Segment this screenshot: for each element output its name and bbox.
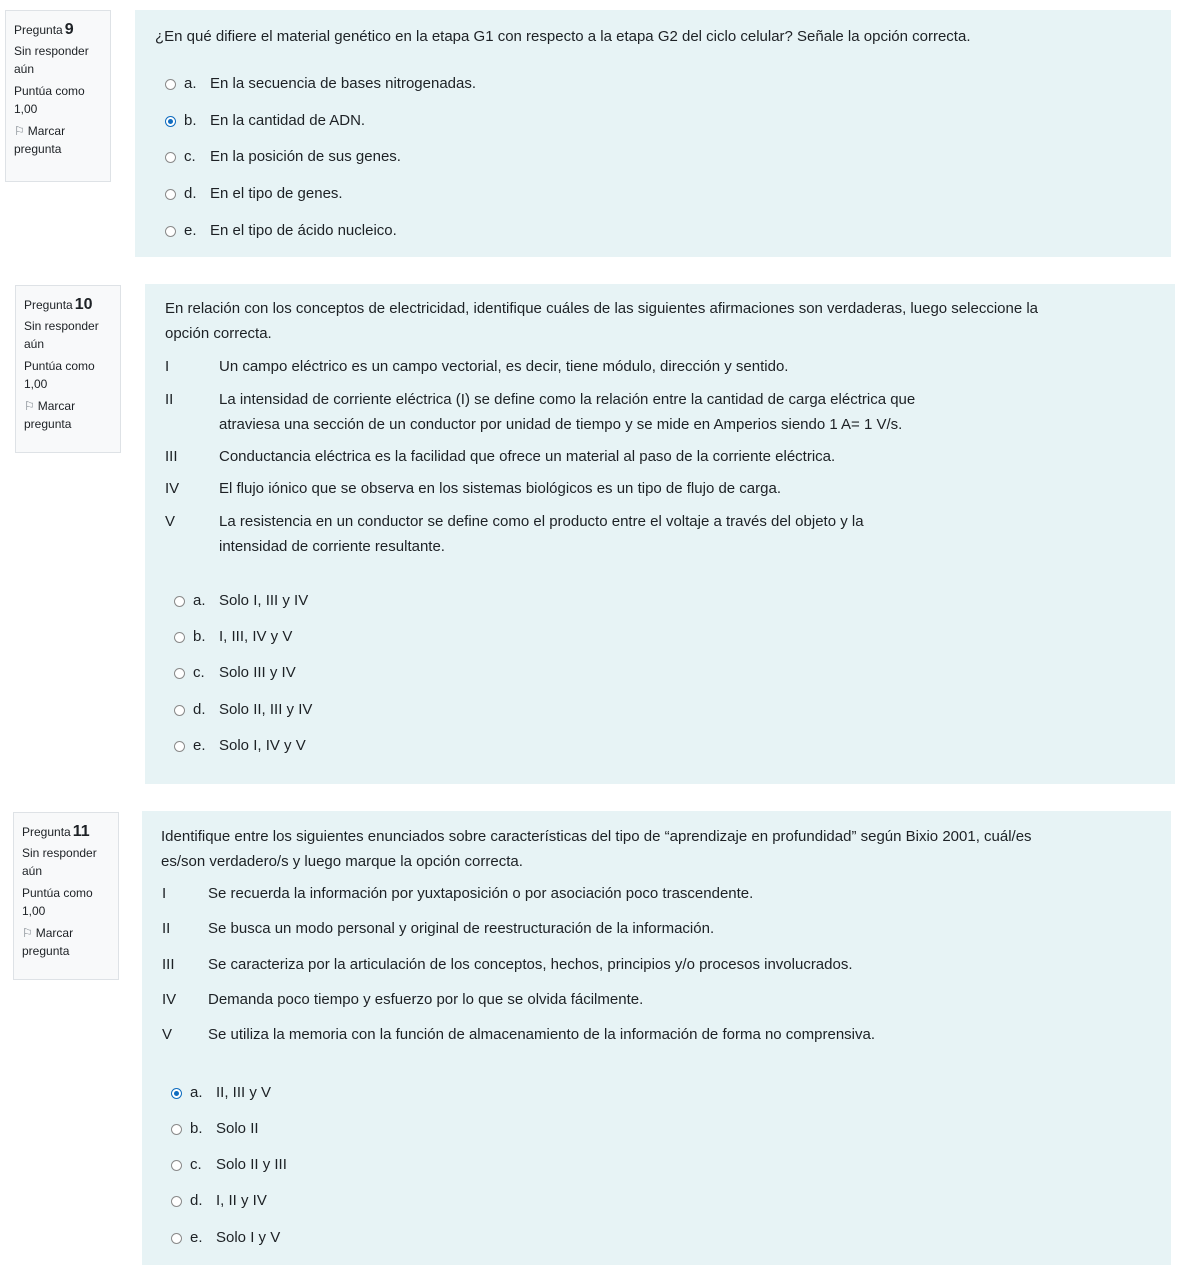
flag-icon: ⚐ [24,399,35,413]
answer-option-e[interactable]: e. Solo I y V [171,1225,280,1251]
question-number: 11 [72,823,90,840]
radio-button[interactable] [165,226,176,237]
question-label: Pregunta [22,825,71,839]
question-content-11: Identifique entre los siguientes enunciados sobre características del tipo de “aprendizaje en profundidad” según Bixio 2001, cuál/es es/son verdadero/s y luego marque la opción correcta. I Se recuerda la información por yuxtaposición o por asociación poco trascendente. II Se busca un modo personal y original de reestructuración de la información. III Se caracteriza por la articulación de los conceptos, hechos, principios y/o procesos involucrados. IV Demanda poco tiempo y esfuerzo por lo que se olvida fácilmente. V Se utiliza la memoria con la función de almacenamiento de la información de forma no comprensiva. a. II, III y V b. Solo II c. Solo II y III d. I, II y IV e. Solo I y V [142,811,1171,1265]
question-number: 10 [74,296,93,313]
question-info-9 [5,10,111,182]
answer-option-d[interactable]: d. I, II y IV [171,1188,267,1214]
radio-button[interactable] [174,705,185,716]
question-grade: Puntúa como 1,00 [14,84,85,116]
question-label: Pregunta [14,23,63,37]
question-text: Identifique entre los siguientes enunciados sobre características del tipo de “aprendizaje en profundidad” según Bixio 2001, cuál/es es/son verdadero/s y luego marque la opción correcta. [161,828,1032,870]
radio-button[interactable] [165,79,176,90]
radio-button-selected[interactable] [171,1088,182,1099]
answer-option-e[interactable]: e. Solo I, IV y V [174,733,306,759]
radio-button[interactable] [174,668,185,679]
answer-option-c[interactable]: c. Solo III y IV [174,660,296,686]
radio-button[interactable] [165,152,176,163]
radio-button[interactable] [171,1160,182,1171]
question-content-10: En relación con los conceptos de electricidad, identifique cuáles de las siguientes afirmaciones son verdaderas, luego seleccione la opción correcta. I Un campo eléctrico es un campo vectorial, es decir, tiene módulo, dirección y sentido. II La intensidad de corriente eléctrica (I) se define como la relación entre la cantidad de carga eléctrica que atraviesa una sección de un conductor por unidad de tiempo y se mide en Amperios siendo 1 A= 1 V/s. III Conductancia eléctrica es la facilidad que ofrece un material al paso de la corriente eléctrica. IV El flujo iónico que se observa en los sistemas biológicos es un tipo de flujo de carga. V La resistencia en un conductor se define como el producto entre el voltaje a través del objeto y la intensidad de corriente resultante. a. Solo I, III y IV b. I, III, IV y V c. Solo III y IV d. Solo II, III y IV e. Solo I, IV y V [145,284,1175,784]
flag-question-link[interactable] [24,397,112,433]
answer-option-a[interactable]: a. Solo I, III y IV [174,588,308,614]
flag-icon: ⚐ [22,926,33,940]
answer-option-b[interactable]: b. I, III, IV y V [174,624,292,650]
question-number: 9 [64,21,74,38]
question-label: Pregunta [24,298,73,312]
flag-label: Marcar pregunta [14,124,66,156]
question-grade: Puntúa como 1,00 [24,359,95,391]
question-status: Sin responder aún [14,44,89,76]
radio-button-selected[interactable] [165,116,176,127]
answer-option-d[interactable]: d. Solo II, III y IV [174,697,312,723]
radio-button[interactable] [174,596,185,607]
flag-label: Marcar pregunta [22,926,74,958]
flag-question-link[interactable] [22,924,110,960]
flag-label: Marcar pregunta [24,399,76,431]
radio-button[interactable] [171,1124,182,1135]
answer-option-a[interactable]: a. En la secuencia de bases nitrogenadas. [165,71,476,97]
answer-option-e[interactable]: e. En el tipo de ácido nucleico. [165,218,397,244]
radio-button[interactable] [165,189,176,200]
radio-button[interactable] [174,741,185,752]
question-text: ¿En qué difiere el material genético en la etapa G1 con respecto a la etapa G2 del ciclo celular? Señale la opción correcta. [155,28,971,45]
answer-option-d[interactable]: d. En el tipo de genes. [165,181,343,207]
flag-question-link[interactable] [14,122,102,158]
flag-icon: ⚐ [14,124,25,138]
answer-option-c[interactable]: c. En la posición de sus genes. [165,144,401,170]
answer-option-b[interactable]: b. Solo II [171,1116,259,1142]
answer-option-c[interactable]: c. Solo II y III [171,1152,287,1178]
answer-option-a[interactable]: a. II, III y V [171,1080,271,1106]
radio-button[interactable] [174,632,185,643]
question-status: Sin responder aún [24,319,99,351]
question-grade: Puntúa como 1,00 [22,886,93,918]
radio-button[interactable] [171,1233,182,1244]
question-info-11 [13,812,119,980]
answer-option-b[interactable]: b. En la cantidad de ADN. [165,108,365,134]
question-status: Sin responder aún [22,846,97,878]
question-text: En relación con los conceptos de electricidad, identifique cuáles de las siguientes afirmaciones son verdaderas, luego seleccione la opción correcta. [165,300,1039,342]
radio-button[interactable] [171,1196,182,1207]
question-content-9 [135,10,1171,257]
question-info-10 [15,285,121,453]
